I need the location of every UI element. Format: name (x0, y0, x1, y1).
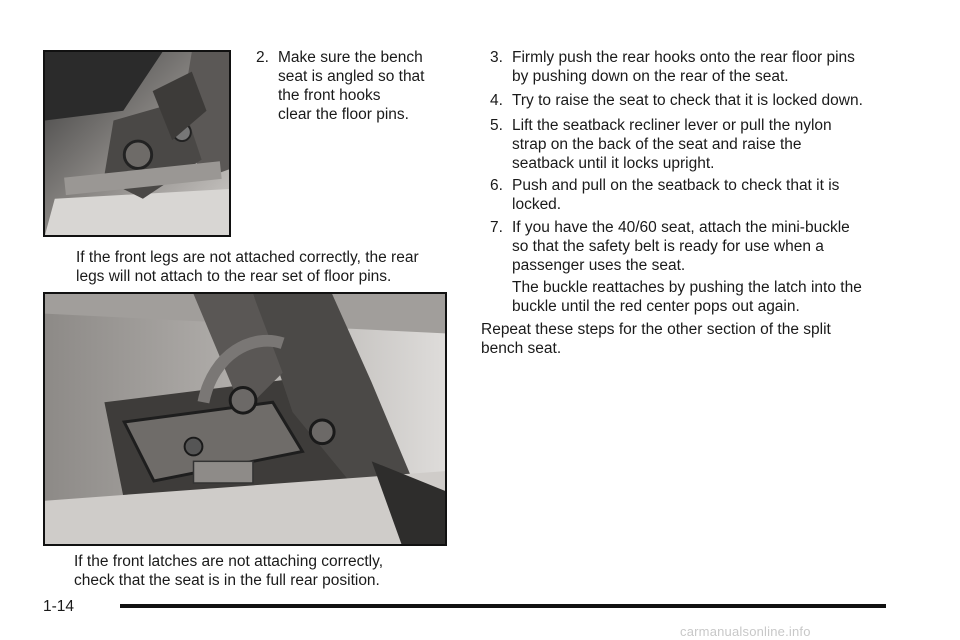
step-7-buckle-note (512, 278, 862, 316)
note-line: If the front legs are not attached correctly, the rear (76, 249, 419, 266)
note-front-legs (76, 248, 419, 286)
step-text-line: so that the safety belt is ready for use when a (512, 238, 824, 255)
note-front-latches (74, 552, 383, 590)
step-text-line: Push and pull on the seatback to check that it is (512, 177, 840, 194)
step-text-line: seat is angled so that (278, 68, 425, 85)
seat-hook-photo (43, 50, 231, 237)
note-line: If the front latches are not attaching correctly, (74, 553, 384, 570)
step-number: 7. (490, 219, 503, 236)
step-text-line: seatback until it locks upright. (512, 155, 715, 172)
note-line: bench seat. (481, 340, 562, 357)
watermark: carmanualsonline.info (680, 624, 811, 639)
note-line: The buckle reattaches by pushing the latch into the (512, 279, 862, 296)
step-2 (256, 48, 425, 124)
repeat-note (481, 320, 831, 358)
note-line: legs will not attach to the rear set of floor pins. (76, 268, 392, 285)
step-text-line: clear the floor pins. (278, 106, 409, 123)
step-number: 3. (490, 49, 503, 66)
note-line: buckle until the red center pops out again. (512, 298, 800, 315)
step-text-line: If you have the 40/60 seat, attach the mini-buckle (512, 219, 850, 236)
step-number: 5. (490, 117, 503, 134)
step-text-line: passenger uses the seat. (512, 257, 686, 274)
page-number: 1-14 (43, 598, 75, 615)
step-5 (490, 116, 832, 173)
step-text-line: the front hooks (278, 87, 381, 104)
note-line: Repeat these steps for the other section of the split (481, 321, 831, 338)
step-3 (490, 48, 855, 86)
step-number: 4. (490, 92, 503, 109)
seat-latch-photo (43, 292, 447, 546)
step-text-line: Lift the seatback recliner lever or pull the nylon (512, 117, 832, 134)
step-number: 2. (256, 49, 269, 66)
step-text-line: Try to raise the seat to check that it is locked down. (512, 92, 863, 109)
step-text-line: Make sure the bench (278, 49, 423, 66)
note-line: check that the seat is in the full rear position. (74, 572, 380, 589)
step-6 (490, 176, 839, 214)
step-text-line: Firmly push the rear hooks onto the rear floor pins (512, 49, 855, 66)
footer-divider (120, 604, 886, 608)
step-text-line: locked. (512, 196, 562, 213)
step-number: 6. (490, 177, 503, 194)
step-text-line: strap on the back of the seat and raise the (512, 136, 802, 153)
step-4 (490, 91, 863, 110)
step-text-line: by pushing down on the rear of the seat. (512, 68, 789, 85)
step-7 (490, 218, 850, 275)
